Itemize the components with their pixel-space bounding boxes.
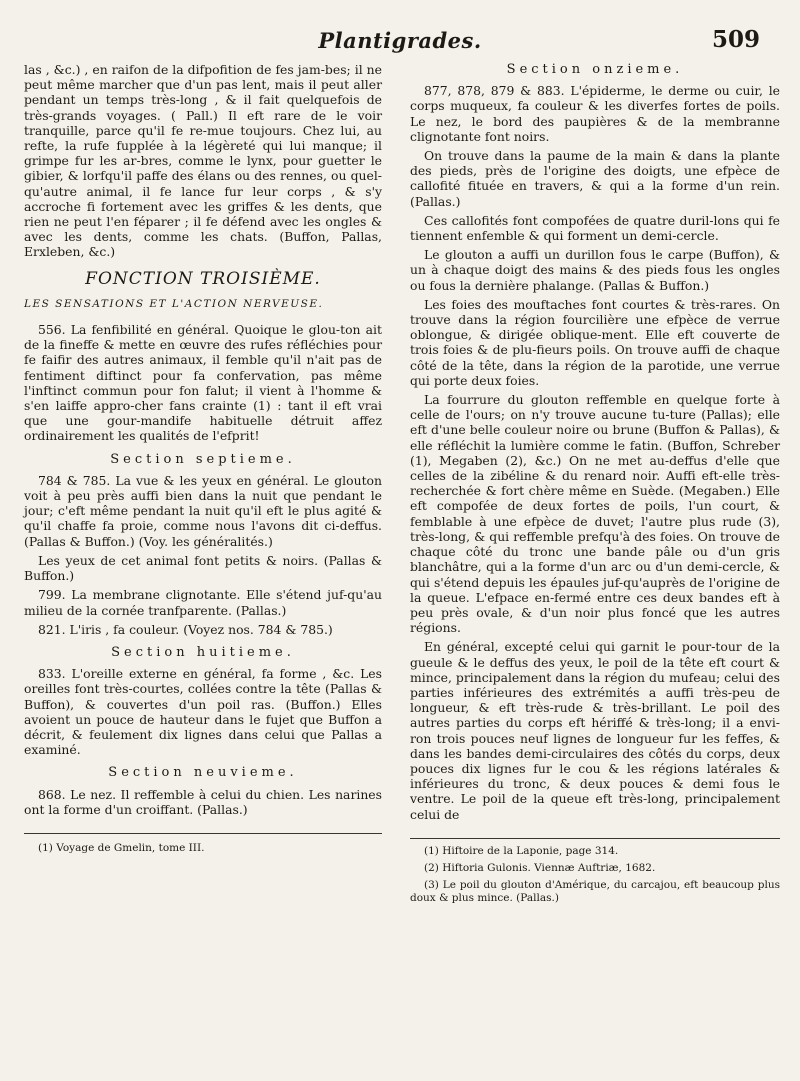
paragraph: 784 & 785. La vue & les yeux en général. Le glouton voit à peu près auffi bien dans la nuit que pendant le jour; c'eft même pendant la nuit qu'il eft le plus agité & qu'il chaffe fa proie, comme nous l'avons dit ci-deffus. (Pallas & Buffon.) (Voy. les généralités.)	[24, 472, 382, 549]
footnote-rule	[24, 833, 382, 834]
footnote: (1) Hiftoire de la Laponie, page 314.	[424, 844, 619, 857]
fonction-subheading: LES SENSATIONS ET L'ACTION NERVEUSE.	[24, 297, 324, 310]
section-heading: Section huitieme.	[111, 644, 295, 660]
running-title: Plantigrades.	[318, 28, 482, 53]
page-number: 509	[711, 26, 760, 53]
footnote: (2) Hiftoria Gulonis. Viennæ Auftriæ, 1682.	[424, 861, 656, 874]
footnote: (1) Voyage de Gmelin, tome III.	[38, 841, 205, 854]
paragraph: 821. L'iris , fa couleur. (Voyez nos. 784 & 785.)	[38, 621, 333, 637]
paragraph: Les yeux de cet animal font petits & noirs. (Pallas & Buffon.)	[24, 552, 382, 584]
paragraph: 877, 878, 879 & 883. L'épiderme, le derme ou cuir, le corps muqueux, fa couleur & les diverfes fortes de poils. Le nez, le bord des paupières & de la membranne clignotante font noirs.	[410, 83, 780, 144]
footnote: (3) Le poil du glouton d'Amérique, du carcajou, eft beaucoup plus doux & plus mince. (Pallas.)	[410, 878, 780, 904]
paragraph: En général, excepté celui qui garnit le pour-tour de la gueule & le deffus des yeux, le poil de la tête eft court & mince, principalement dans la région du mufeau; celui des parties inférieures des extrémités a auffi très-peu de longueur, & eft très-rude & très-brillant. Le poil des autres parties du corps eft hériffé & très-long; il a envi-ron trois pouces neuf lignes de longueur fur les feffes, & dans les bandes demi-circulaires des côtés du corps, deux pouces dix lignes fur le cou & les régions latérales & inférieures du tronc, & deux pouces & demi fous le ventre. Le poil de la queue eft très-long, principalement celui de	[410, 639, 780, 822]
paragraph: 556. La fenfibilité en général. Quoique le glou-ton ait de la fineffe & mette en œuvre des rufes réfléchies pour fe faifir des autres animaux, il femble qu'il n'ait pas de fentiment diftinct pour fa confervation, pas même l'inftinct commun pour fon falut; il vient à l'homme & s'en laiffe appro-cher fans crainte (1) : tant il eft vrai que une gour-mandife habituelle détruit affez ordinairement les qualités de l'efprit!	[24, 322, 382, 444]
paragraph: La fourrure du glouton reffemble en quelque forte à celle de l'ours; on n'y trouve aucune tu-ture (Pallas); elle eft d'une belle couleur noire ou brune (Buffon & Pallas), & elle réfléchit la lumière comme le fatin. (Buffon, Schreber (1), Megaben (2), &c.) On ne met au-deffus d'elle que celles de la zibéline & du renard noir. Auffi eft-elle très-recherchée & fort chère même en Suède. (Megaben.) Elle eft compofée de deux fortes de poils, l'un court, & femblable à une efpèce de duvet; l'autre plus rude (3), très-long, & qui reffemble prefqu'à des foies. On trouve de chaque côté du tronc une bande pâle ou d'un gris blanchâtre, qui a la forme d'un arc ou d'un demi-cercle, & qui s'étend depuis les épaules juf-qu'auprès de l'origine de la queue. L'efpace en-fermé entre ces deux bandes eft à peu près ovale, & d'un noir plus foncé que les autres régions.	[410, 392, 780, 636]
paragraph: 799. La membrane clignotante. Elle s'étend juf-qu'au milieu de la cornée tranfparente. (Pallas.)	[24, 587, 382, 618]
section-heading: Section septieme.	[110, 451, 296, 467]
section-heading: Section onzieme.	[506, 62, 684, 77]
footnote-rule	[410, 838, 780, 839]
paragraph: Le glouton a auffi un durillon fous le carpe (Buffon), & un à chaque doigt des mains & des pieds fous les ongles ou fous la dernière phalange. (Pallas & Buffon.)	[410, 247, 780, 293]
page-header	[0, 24, 800, 65]
right-column	[410, 62, 780, 909]
paragraph: las , &c.) , en raifon de la difpofition de fes jam-bes; il ne peut même marcher que d'un pas lent, mais il peut aller pendant un temps très-long , & il fait quelquefois de très-grands voyages. ( Pall.) Il eft rare de le voir tranquille, parce qu'il fe re-mue toujours. Chez lui, au refte, la rufe fupplée à la légèreté qui lui manque; il grimpe fur les ar-bres, comme le lynx, pour guetter le gibier, & lorfqu'il paffe des élans ou des rennes, ou quel-qu'autre animal, il fe lance fur leur corps , & s'y accroche fi fortement avec les griffes & les dents, que rien ne peut l'en féparer ; il fe défend avec les ongles & avec les dents, comme les chats. (Buffon, Pallas, Erxleben, &c.)	[24, 62, 382, 260]
left-column	[24, 62, 382, 859]
section-heading: Section neuvieme.	[108, 765, 298, 781]
fonction-heading: FONCTION TROISIÈME.	[85, 268, 321, 289]
paragraph: Les foies des mouftaches font courtes & très-rares. On trouve dans la région fourcilière une efpèce de verrue oblongue, & dirigée oblique-ment. Elle eft couverte de trois foies & de plu-fieurs poils. On trouve auffi de chaque côté de la tête, dans la région de la parotide, une verrue qui porte deux foies.	[410, 296, 780, 388]
paragraph: 833. L'oreille externe en général, fa forme , &c. Les oreilles font très-courtes, collées contre la tête (Pallas & Buffon), & couvertes d'un poil ras. (Buffon.) Elles avoient un pouce de hauteur dans le fujet que Buffon a décrit, & feulement dix lignes dans celui que Pallas a examiné.	[24, 666, 382, 758]
paragraph: Ces callofités font compofées de quatre duril-lons qui fe tiennent enfemble & qui forment un demi-cercle.	[410, 212, 780, 244]
paragraph: On trouve dans la paume de la main & dans la plante des pieds, près de l'origine des doigts, une efpèce de callofité fituée en travers, & qui a la forme d'un rein. (Pallas.)	[410, 148, 780, 209]
paragraph: 868. Le nez. Il reffemble à celui du chien. Les narines ont la forme d'un croiffant. (Pallas.)	[24, 786, 382, 817]
